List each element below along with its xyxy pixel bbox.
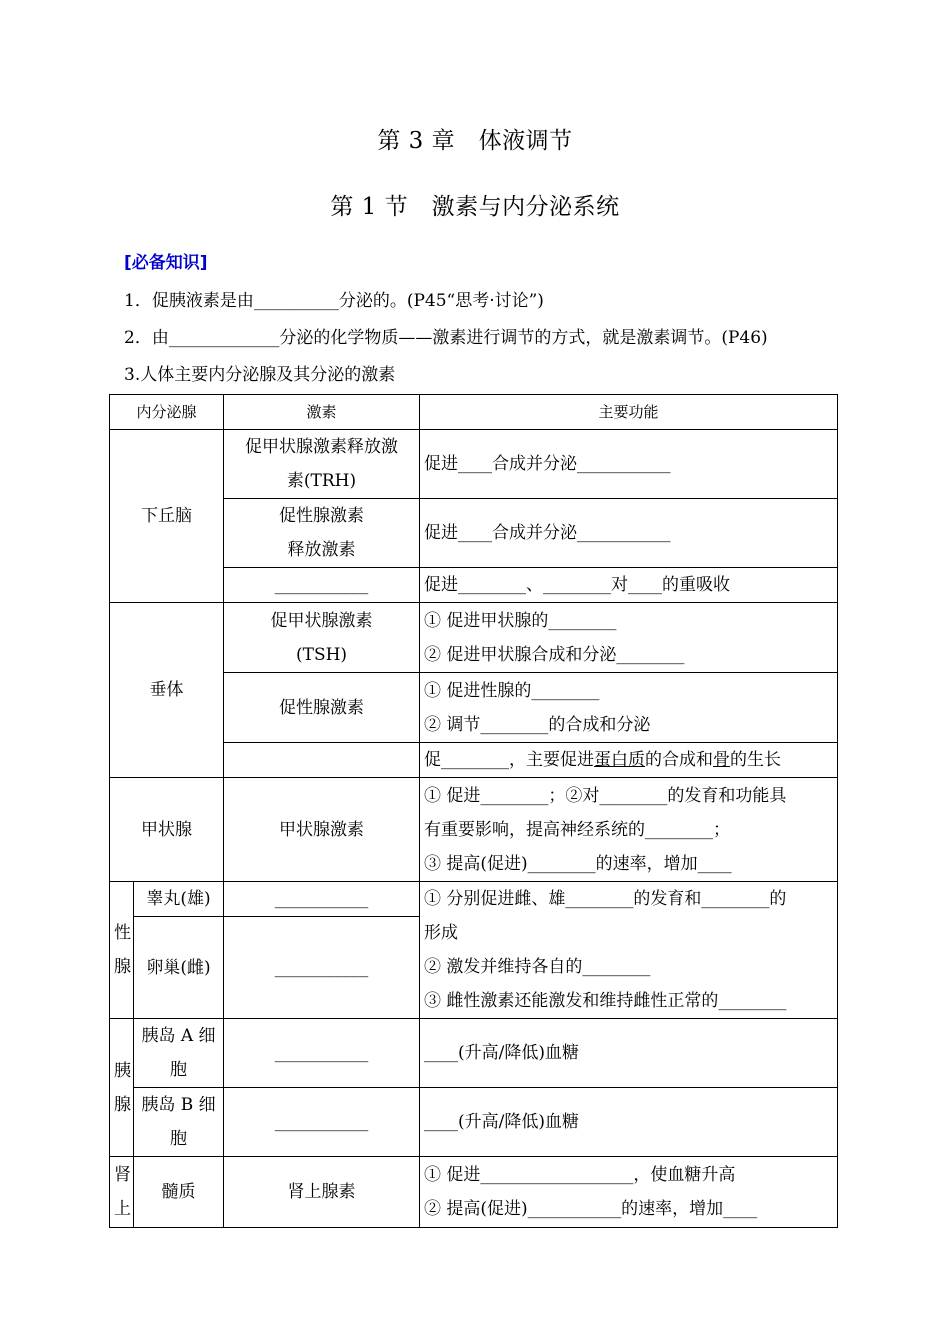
function-cell: ① 促进性腺的________ ② 调节________的合成和分泌 <box>420 673 838 743</box>
hormone-cell: ___________ <box>224 1019 420 1088</box>
header-gland: 内分泌腺 <box>110 395 224 430</box>
table-row <box>110 430 838 499</box>
function-cell: 促进____合成并分泌___________ <box>420 499 838 568</box>
table-row <box>110 1157 838 1228</box>
table-row <box>110 882 838 917</box>
function-cell: ____(升高/降低)血糖 <box>420 1019 838 1088</box>
hormone-cell <box>224 743 420 778</box>
sub-gland-islet-a: 胰岛 A 细 胞 <box>134 1019 224 1088</box>
function-cell: 促进________、________对____的重吸收 <box>420 568 838 603</box>
hormone-cell: 促甲状腺激素 (TSH) <box>224 603 420 673</box>
header-function: 主要功能 <box>420 395 838 430</box>
item-1: 1．促胰液素是由__________分泌的。(P45“思考·讨论”) <box>124 291 544 311</box>
sub-gland-medulla: 髓质 <box>134 1157 224 1228</box>
sub-gland-testis: 睾丸(雄) <box>134 882 224 917</box>
gland-gonad: 性 腺 <box>110 882 134 1019</box>
function-cell: ① 分别促进雌、雄________的发育和________的 形成 ② 激发并维持各自的________ ③ 雌性激素还能激发和维持雌性正常的________ <box>420 882 838 1019</box>
hormone-cell: ___________ <box>224 882 420 917</box>
function-cell: ____(升高/降低)血糖 <box>420 1088 838 1157</box>
hormone-cell: ___________ <box>224 568 420 603</box>
hormone-cell: ___________ <box>224 917 420 1019</box>
table-row <box>110 603 838 673</box>
endocrine-table <box>109 394 838 1228</box>
function-cell: 促进____合成并分泌___________ <box>420 430 838 499</box>
hormone-cell: 促甲状腺激素释放激 素(TRH) <box>224 430 420 499</box>
function-cell: 促________，主要促进蛋白质的合成和骨的生长 <box>420 743 838 778</box>
table-row <box>110 778 838 882</box>
function-cell: ① 促进__________________，使血糖升高 ② 提高(促进)___________的速率，增加____ <box>420 1157 838 1228</box>
sub-gland-islet-b: 胰岛 B 细 胞 <box>134 1088 224 1157</box>
gland-pituitary: 垂体 <box>110 603 224 778</box>
gland-thyroid: 甲状腺 <box>110 778 224 882</box>
table-row <box>110 1019 838 1088</box>
hormone-cell: 促性腺激素 <box>224 673 420 743</box>
hormone-cell: 甲状腺激素 <box>224 778 420 882</box>
function-cell: ① 促进甲状腺的________ ② 促进甲状腺合成和分泌________ <box>420 603 838 673</box>
table-row <box>110 1088 838 1157</box>
table-header-row <box>110 395 838 430</box>
item-2: 2．由_____________分泌的化学物质——激素进行调节的方式，就是激素调节。(P46) <box>124 328 768 348</box>
gland-pancreas: 胰 腺 <box>110 1019 134 1157</box>
function-cell: ① 促进________；②对________的发育和功能具 有重要影响，提高神经系统的________； ③ 提高(促进)________的速率，增加____ <box>420 778 838 882</box>
hormone-cell: ___________ <box>224 1088 420 1157</box>
header-hormone: 激素 <box>224 395 420 430</box>
gland-adrenal: 肾 上 <box>110 1157 134 1228</box>
item-3: 3.人体主要内分泌腺及其分泌的激素 <box>124 365 396 385</box>
gland-hypothalamus: 下丘脑 <box>110 430 224 603</box>
knowledge-tag: [必备知识] <box>124 253 208 273</box>
hormone-cell: 肾上腺素 <box>224 1157 420 1228</box>
section-title: 第 1 节 激素与内分泌系统 <box>330 194 620 220</box>
hormone-cell: 促性腺激素 释放激素 <box>224 499 420 568</box>
chapter-title: 第 3 章 体液调节 <box>377 128 573 154</box>
sub-gland-ovary: 卵巢(雌) <box>134 917 224 1019</box>
